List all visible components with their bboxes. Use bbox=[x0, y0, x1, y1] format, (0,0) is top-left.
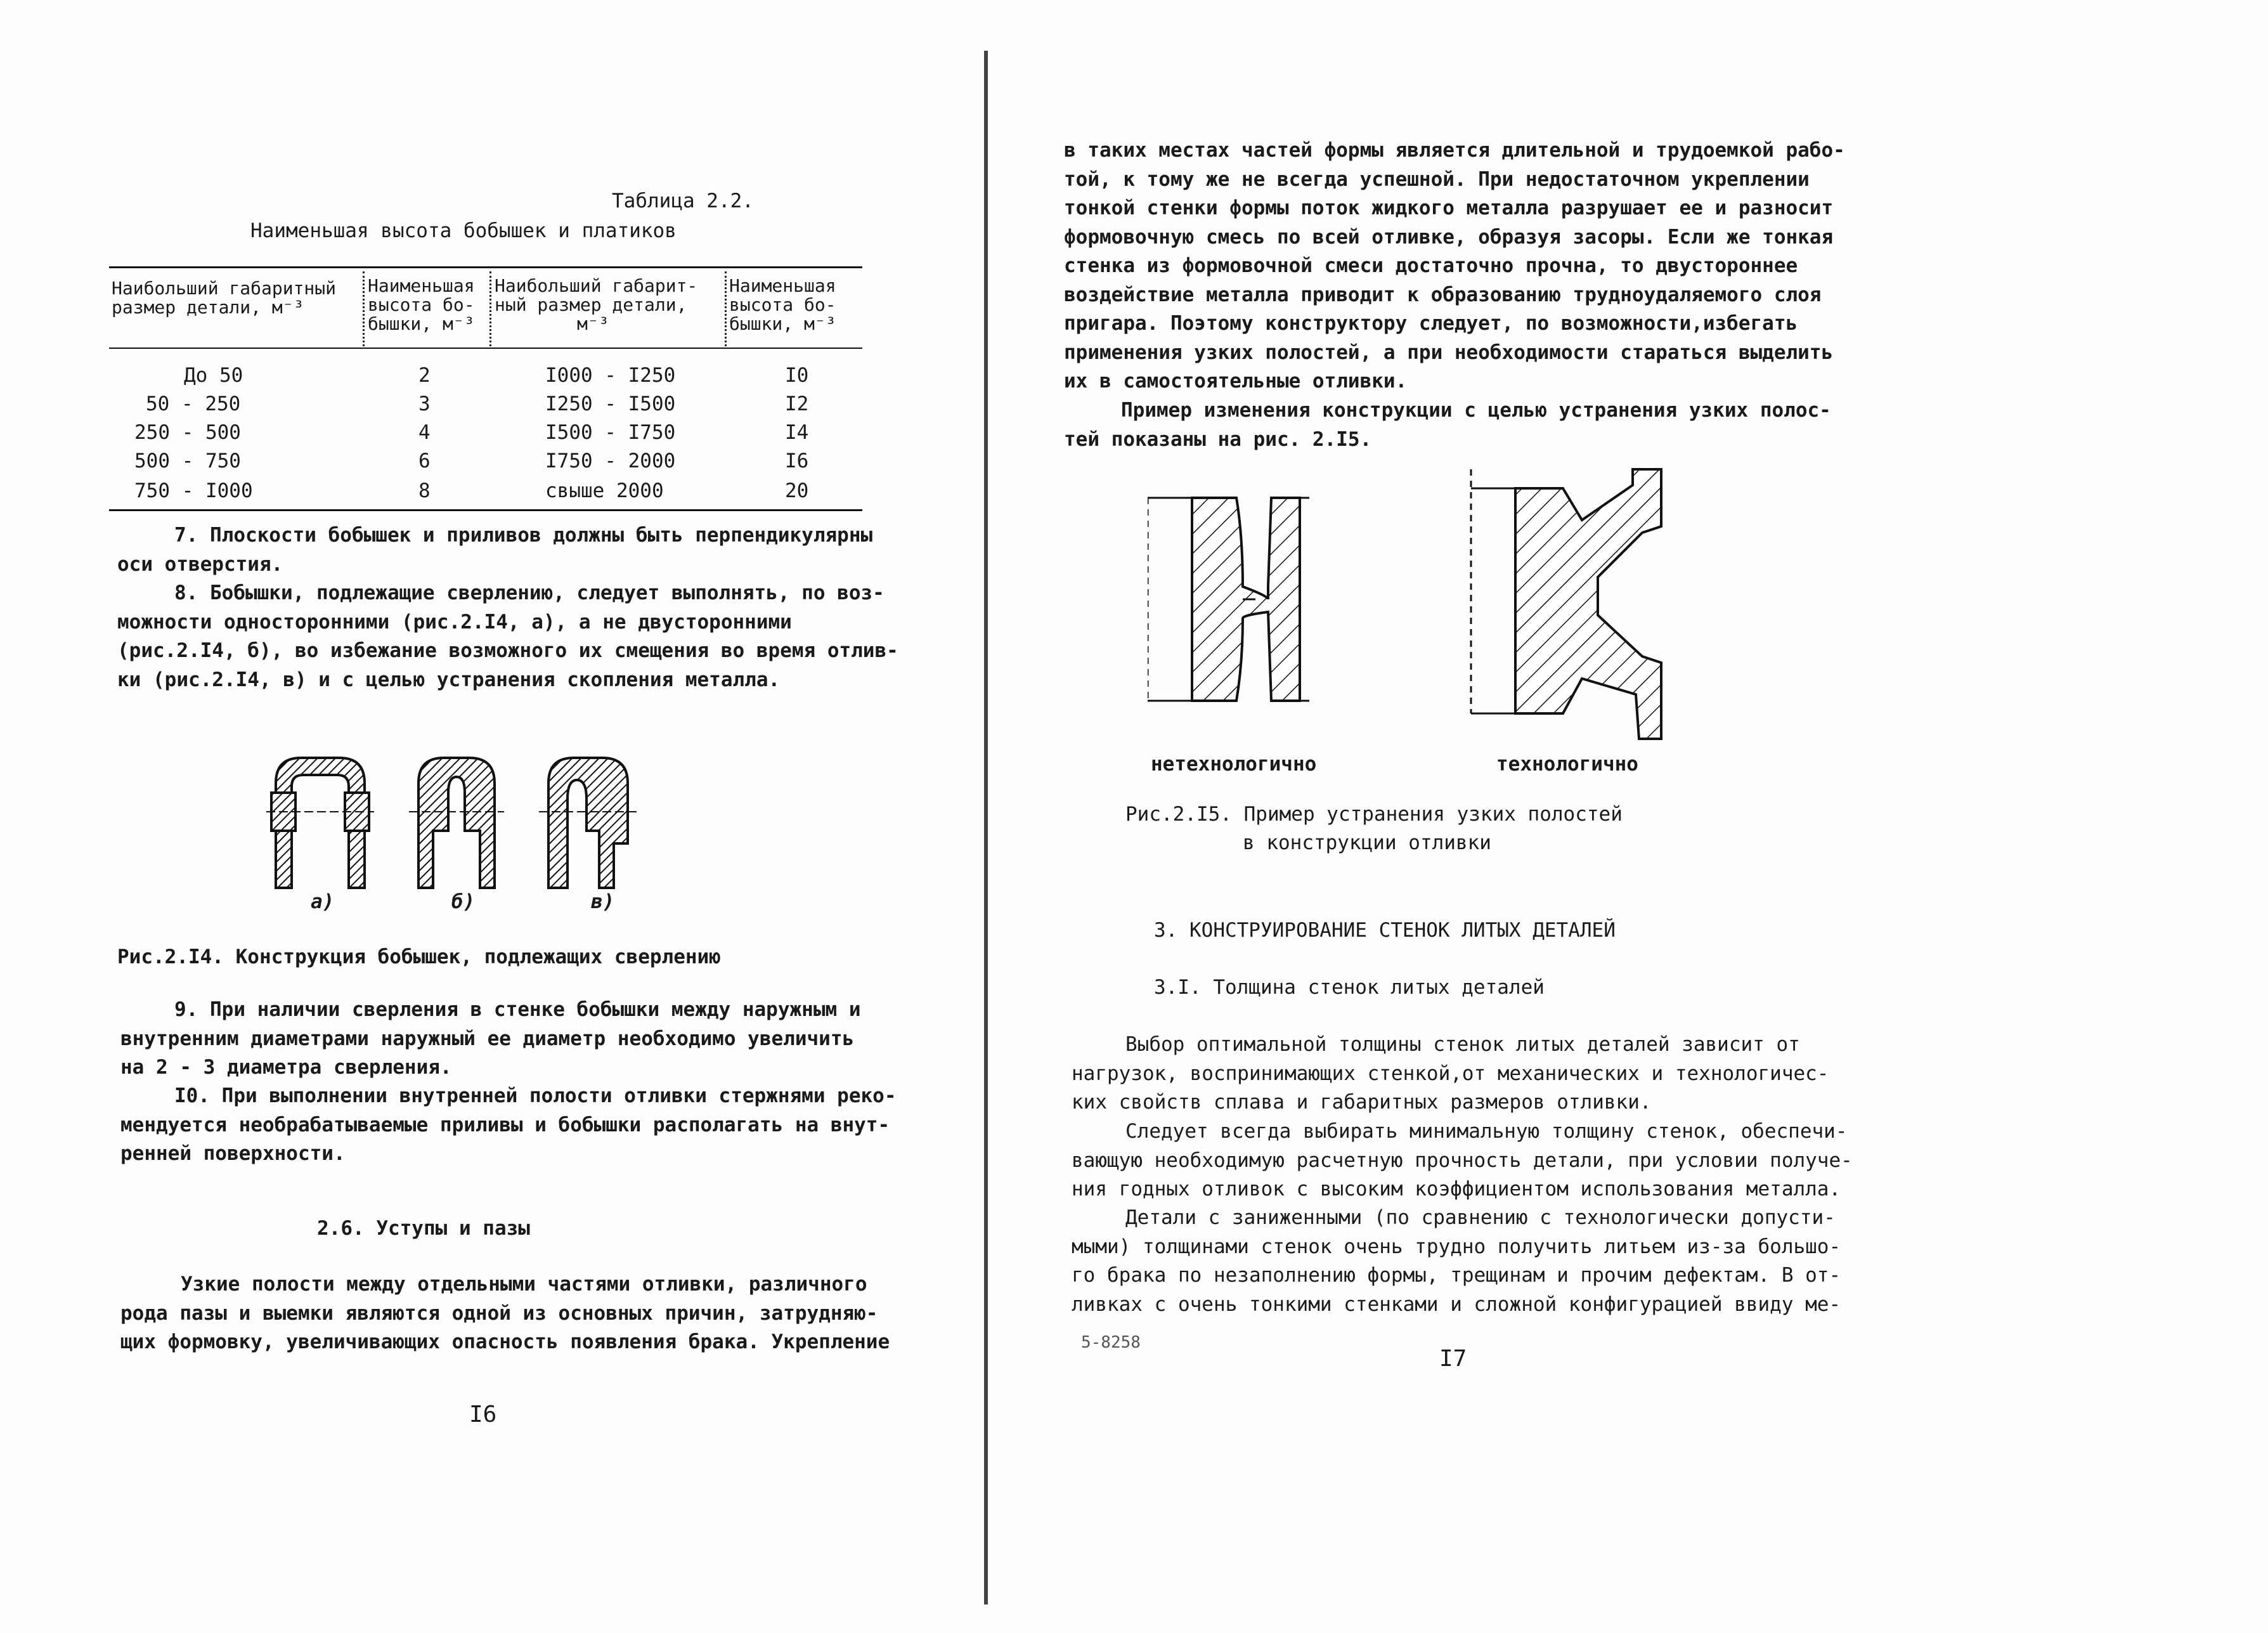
table-cell: I6 bbox=[785, 450, 809, 472]
table-cell: 3 bbox=[418, 393, 431, 415]
table-header-1: Наибольший габаритный размер детали, м⁻³ bbox=[112, 278, 337, 318]
table-cell: 500 - 750 bbox=[134, 450, 241, 472]
table-title: Таблица 2.2. bbox=[612, 190, 754, 212]
paragraph-example: Пример изменения конструкции с целью устранения узких полос- тей показаны на рис. 2.I5. bbox=[1064, 399, 1831, 451]
figure-2-15-narrow-cavities bbox=[1148, 460, 1718, 745]
table-cell: 750 - I000 bbox=[134, 479, 253, 502]
paragraph-min-thickness: Следует всегда выбирать минимальную толщину стенок, обеспечи- вающую необходимую расчетную прочность детали, при условии получе- ния годных отливок с высоким коэффициентом использования металла. bbox=[1072, 1120, 1853, 1200]
table-header-3: Наибольший габарит- ный размер детали, м⁻³ bbox=[495, 275, 698, 334]
table-col-separator bbox=[363, 271, 365, 346]
table-cell: I500 - I750 bbox=[545, 421, 676, 444]
table-cell: I0 bbox=[785, 364, 809, 387]
right-page bbox=[1008, 0, 2268, 1633]
non-technological-design bbox=[1148, 498, 1309, 701]
paragraph-top: в таких местах частей формы является длительной и трудоемкой рабо- той, к тому же не всегда успешной. При недостаточном укреплении тонкой стенки формы поток жидкого металла разрушает ее и разносит формовочную смесь по всей отливке, образуя засоры. Если же тонкая стенка из формовочной смеси достаточно прочна, то двустороннее воздействие металла приводит к образованию трудноудаляемого слоя пригара. Поэтому конструктору следует, по возможности,избегать применения узких полостей, а при необходимости стараться выделить их в самостоятельные отливки. bbox=[1064, 139, 1845, 393]
table-bottom-rule bbox=[109, 509, 862, 511]
archive-stamp: 5-8258 bbox=[1081, 1333, 1141, 1352]
table-cell: 250 - 500 bbox=[134, 421, 241, 444]
subsection-heading: 3.I. Толщина стенок литых деталей bbox=[1154, 976, 1545, 999]
fig-label-b: б) bbox=[451, 890, 476, 913]
page-number: I7 bbox=[1439, 1346, 1467, 1372]
paragraph-10: I0. При выполнении внутренней полости отливки стержнями реко- мендуется необрабатываемые приливы и бобышки располагать на внут- ренней поверхности. bbox=[120, 1084, 897, 1165]
table-cell: 20 bbox=[785, 479, 809, 502]
fig-label-c: в) bbox=[591, 890, 615, 913]
paragraph-thin-walls: Детали с заниженными (по сравнению с технологически допусти- мыми) толщинами стенок очень трудно получить литьем из-за большо- го брака по незаполнению формы, трещинам и прочим дефектам. В от- ливках с очень тонкими стенками и сложной конфигурацией ввиду ме- bbox=[1072, 1206, 1841, 1316]
table-cell: I000 - I250 bbox=[545, 364, 676, 387]
paragraph-choice: Выбор оптимальной толщины стенок литых деталей зависит от нагрузок, воспринимающих стенкой,от механических и технологичес- ких свойств сплава и габаритных размеров отливки. bbox=[1072, 1033, 1829, 1114]
table-cell: I750 - 2000 bbox=[545, 450, 676, 472]
table-col-separator bbox=[725, 271, 727, 346]
table-cell: 2 bbox=[418, 364, 431, 387]
figure-caption-line1: Рис.2.I5. Пример устранения узких полостей bbox=[1125, 803, 1623, 826]
figure-caption-line2: в конструкции отливки bbox=[1243, 831, 1491, 854]
section-heading: 2.6. Уступы и пазы bbox=[317, 1217, 530, 1240]
left-page bbox=[0, 0, 980, 1633]
table-col-separator bbox=[489, 271, 491, 346]
table-cell: I250 - I500 bbox=[545, 393, 676, 415]
table-cell: До 50 bbox=[184, 364, 243, 387]
table-header-4: Наименьшая высота бо- бышки, м⁻³ bbox=[729, 275, 836, 334]
book-gutter bbox=[984, 51, 988, 1604]
table-caption: Наименьшая высота бобышек и платиков bbox=[250, 219, 677, 242]
figure-caption: Рис.2.I4. Конструкция бобышек, подлежащих сверлению bbox=[117, 946, 721, 968]
page-number: I6 bbox=[469, 1402, 497, 1428]
technological-design bbox=[1471, 469, 1661, 739]
boss-variant-c bbox=[539, 758, 640, 888]
table-cell: 50 - 250 bbox=[146, 393, 241, 415]
paragraph-9: 9. При наличии сверления в стенке бобышки между наружным и внутренним диаметрами наружный ее диаметр необходимо увеличить на 2 - 3 диаметра сверления. bbox=[120, 998, 861, 1079]
paragraph-8: 8. Бобышки, подлежащие сверлению, следует выполнять, по воз- можности односторонними (рис.2.I4, а), а не двусторонними (рис.2.I4, б), во избежание возможного их смещения во время отлив- ки (рис.2.I4, в) и с целью устранения скопления металла. bbox=[117, 582, 898, 691]
table-cell: 4 bbox=[418, 421, 431, 444]
table-top-rule bbox=[109, 266, 862, 268]
table-header-rule bbox=[109, 348, 862, 349]
fig-label-nontech: нетехнологично bbox=[1151, 753, 1317, 776]
fig-label-tech: технологично bbox=[1496, 753, 1638, 776]
paragraph-narrow-cavities: Узкие полости между отдельными частями отливки, различного рода пазы и выемки являются одной из основных причин, затрудняю- щих формовку, увеличивающих опасность появления брака. Укрепление bbox=[120, 1273, 890, 1353]
paragraph-7: 7. Плоскости бобышек и приливов должны быть перпендикулярны оси отверстия. bbox=[117, 524, 873, 576]
chapter-heading: 3. КОНСТРУИРОВАНИЕ СТЕНОК ЛИТЫХ ДЕТАЛЕЙ bbox=[1154, 919, 1616, 942]
table-cell: 6 bbox=[418, 450, 431, 472]
table-cell: свыше 2000 bbox=[545, 479, 664, 502]
table-cell: 8 bbox=[418, 479, 431, 502]
table-cell: I2 bbox=[785, 393, 809, 415]
table-header-2: Наименьшая высота бо- бышки, м⁻³ bbox=[368, 275, 475, 334]
fig-label-a: а) bbox=[311, 890, 335, 913]
boss-variant-b bbox=[409, 758, 504, 888]
boss-variant-a bbox=[266, 758, 374, 888]
table-cell: I4 bbox=[785, 421, 809, 444]
